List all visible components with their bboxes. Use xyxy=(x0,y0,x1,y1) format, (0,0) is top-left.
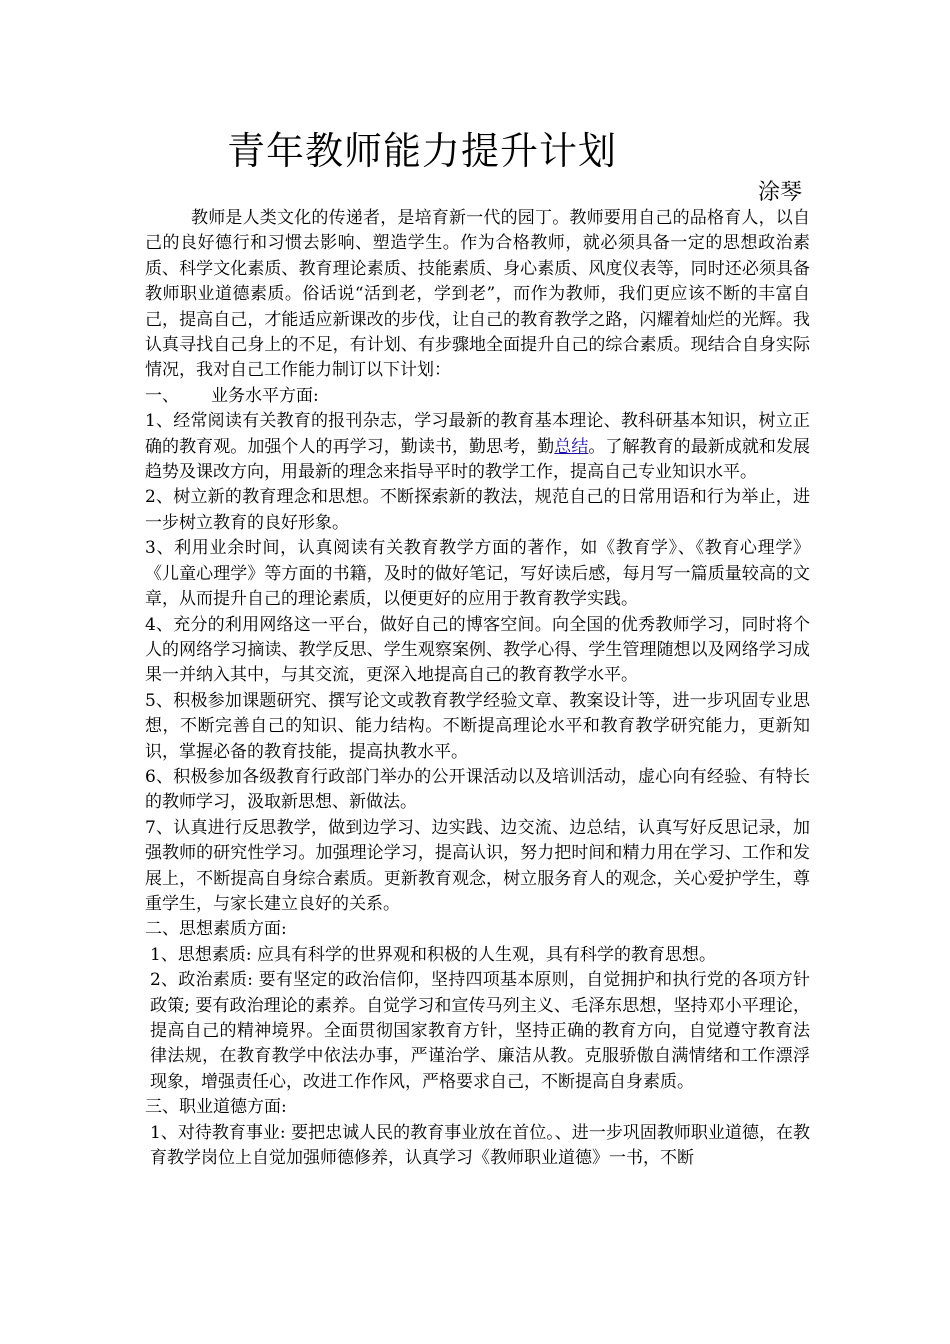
list-item: 6、积极参加各级教育行政部门举办的公开课活动以及培训活动，虚心向有经验、有特长的教师学习，汲取新思想、新做法。 xyxy=(145,766,810,813)
author-name: 涂琴 xyxy=(757,180,802,205)
document-title: 青年教师能力提升计划 xyxy=(227,129,618,173)
intro-paragraph: 教师是人类文化的传递者，是培育新一代的园丁。教师要用自己的品格育人，以自己的良好德行和习惯去影响、塑造学生。作为合格教师，就必须具备一定的思想政治素质、科学文化素质、教育理论素质、技能素质、身心素质、风度仪表等，同时还必须具备教师职业道德素质。俗话说“活到老，学到老”，而作为教师，我们更应该不断的丰富自己，提高自己，才能适应新课改的步伐，让自己的教育教学之路，闪耀着灿烂的光辉。我认真寻找自己身上的不足，有计划、有步骤地全面提升自己的综合素质。现结合自身实际情况，我对自己工作能力制订以下计划： xyxy=(145,208,810,381)
list-item: 2、政治素质: 要有坚定的政治信仰，坚持四项基本原则，自觉拥护和执行党的各项方针政策; 要有政治理论的素养。自觉学习和宣传马列主义、毛泽东思想，坚持邓小平理论，提高自己的精神境界。全面贯彻国家教育方针，坚持正确的教育方向，自觉遵守教育法律法规，在教育教学中依法办事，严谨治学、廉洁从教。克服骄傲自满情绪和工作漂浮现象，增强责任心，改进工作作风，严格要求自己，不断提高自身素质。 xyxy=(150,970,810,1092)
summary-link[interactable]: 总结 xyxy=(554,436,589,457)
section-heading-1 xyxy=(145,384,810,409)
list-item: 3、利用业余时间，认真阅读有关教育教学方面的著作，如《教育学》、《教育心理学》《儿童心理学》等方面的书籍，及时的做好笔记，写好读后感，每月写一篇质量较高的文章，从而提升自己的理论素质，以便更好的应用于教育教学实践。 xyxy=(145,538,810,610)
section-heading-2: 二、思想素质方面: xyxy=(145,919,287,940)
section-number: 一、 xyxy=(145,385,179,406)
list-item: 1、经常阅读有关教育的报刊杂志，学习最新的教育基本理论、教科研基本知识，树立正确的教育观。加强个人的再学习，勤读书，勤思考，勤总结。了解教育的最新成就和发展趋势及课改方向，用最新的理念来指导平时的教学工作，提高自己专业知识水平。 xyxy=(145,411,811,483)
document-page xyxy=(145,118,810,1171)
section-heading-3: 三、职业道德方面: xyxy=(145,1097,287,1118)
list-item: 2、树立新的教育理念和思想。不断探索新的教法，规范自己的日常用语和行为举止，进一步树立教育的良好形象。 xyxy=(145,487,810,533)
list-item: 1、对待教育事业: 要把忠诚人民的教育事业放在首位。、进一步巩固教师职业道德，在教育教学岗位上自觉加强师德修养，认真学习《教师职业道德》一书，不断 xyxy=(150,1122,810,1169)
list-item: 1、思想素质: 应具有科学的世界观和积极的人生观，具有科学的教育思想。 xyxy=(150,944,716,965)
list-item: 5、积极参加课题研究、撰写论文或教育教学经验文章、教案设计等，进一步巩固专业思想，不断完善自己的知识、能力结构。不断提高理论水平和教育教学研究能力，更新知识，掌握必备的教育技能，提高执教水平。 xyxy=(145,690,810,762)
list-item: 7、认真进行反思教学，做到边学习、边实践、边交流、边总结，认真写好反思记录，加强教师的研究性学习。加强理论学习，提高认识，努力把时间和精力用在学习、工作和发展上，不断提高自身综合素质。更新教育观念，树立服务育人的观念，关心爱护学生，尊重学生，与家长建立良好的关系。 xyxy=(145,817,810,914)
list-item: 4、充分的利用网络这一平台，做好自己的博客空间。向全国的优秀教师学习，同时将个人的网络学习摘读、教学反思、学生观察案例、教学心得、学生管理随想以及网络学习成果一并纳入其中，与其交流，更深入地提高自己的教育教学水平。 xyxy=(145,614,810,686)
section-title: 业务水平方面: xyxy=(211,385,319,406)
